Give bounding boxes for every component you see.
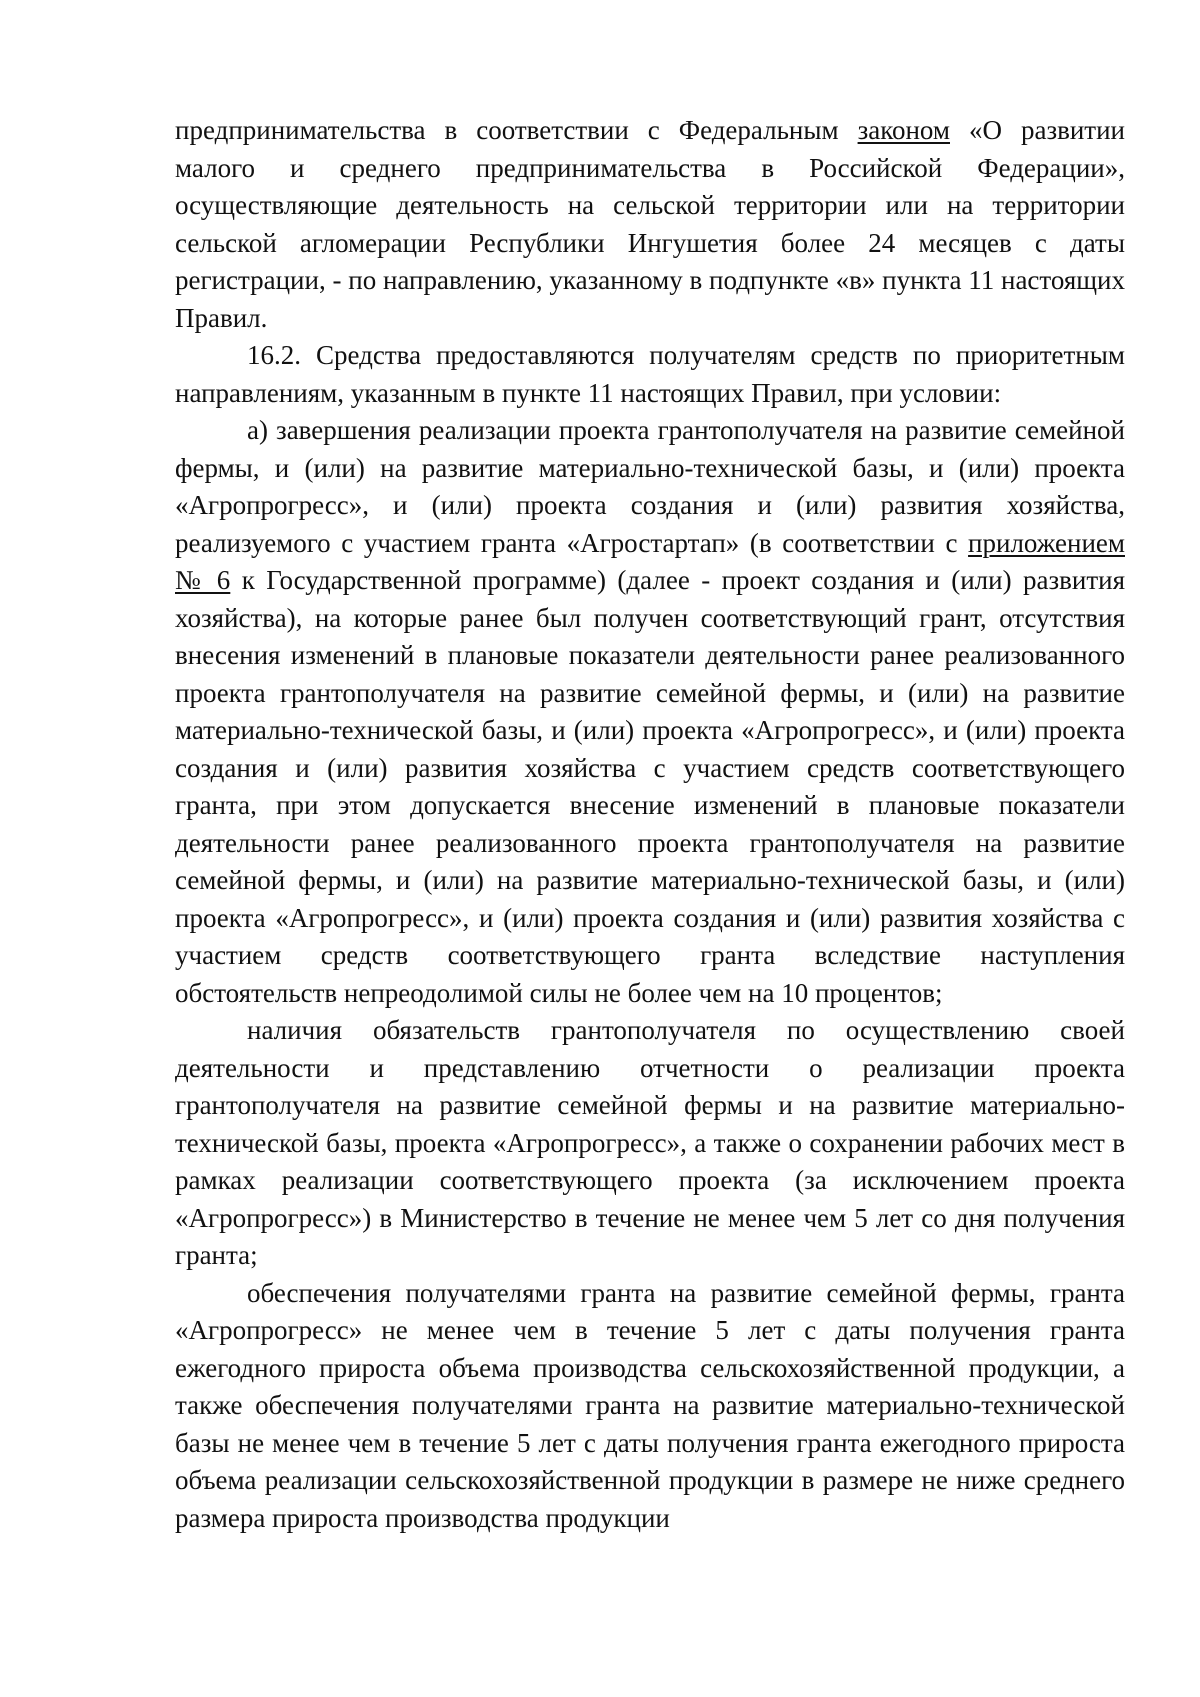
paragraph-16-2: 16.2. Средства предоставляются получателям средств по приоритетным направлениям, указанным в пункте 11 настоящих Правил, при условии: <box>175 340 1125 408</box>
paragraph-1-text-end: «О развитии малого и среднего предпринимательства в Российской Федерации», осуществляющие деятельность на сельской территории или на территории сельской агломерации Республики Ингушетия более 24 месяцев с даты регистрации, - по направлению, указанному в подпункте «в» пункта 11 настоящих Правил. <box>175 115 1125 333</box>
paragraph-1 <box>175 112 1125 337</box>
document-page <box>175 112 1125 1537</box>
paragraph-item-a <box>175 412 1125 1012</box>
paragraph-production-growth: обеспечения получателями гранта на развитие семейной фермы, гранта «Агропрогресс» не менее чем в течение 5 лет с даты получения гранта ежегодного прироста объема производства сельскохозяйственной продукции, а также обеспечения получателями гранта на развитие материально-технической базы не менее чем в течение 5 лет с даты получения гранта ежегодного прироста объема реализации сельскохозяйственной продукции в размере не ниже среднего размера прироста производства продукции <box>175 1277 1125 1533</box>
paragraph-1-text-start: предпринимательства в соответствии с Федеральным <box>175 115 858 145</box>
paragraph-item-a-text-start: а) завершения реализации проекта грантополучателя на развитие семейной фермы, и (или) на развитие материально-технической базы, и (или) проекта «Агропрогресс», и (или) проекта создания и (или) развития хозяйства, реализуемого с участием гранта «Агростартап» (в соответствии с <box>175 415 1125 558</box>
paragraph-item-a-text-end: к Государственной программе) (далее - проект создания и (или) развития хозяйства), на которые ранее был получен соответствующий грант, отсутствия внесения изменений в плановые показатели деятельности ранее реализованного проекта грантополучателя на развитие семейной фермы, и (или) на развитие материально-технической базы, и (или) проекта «Агропрогресс», и (или) проекта создания и (или) развития хозяйства с участием средств соответствующего гранта, при этом допускается внесение изменений в плановые показатели деятельности ранее реализованного проекта грантополучателя на развитие семейной фермы, и (или) на развитие материально-технической базы, и (или) проекта «Агропрогресс», и (или) проекта создания и (или) развития хозяйства с участием средств соответствующего гранта вследствие наступления обстоятельств непреодолимой силы не более чем на 10 процентов; <box>175 565 1126 1008</box>
federal-law-link[interactable]: законом <box>857 115 950 145</box>
paragraph-obligations: наличия обязательств грантополучателя по осуществлению своей деятельности и представлению отчетности о реализации проекта грантополучателя на развитие семейной фермы и на развитие материально-технической базы, проекта «Агропрогресс», а также о сохранении рабочих мест в рамках реализации соответствующего проекта (за исключением проекта «Агропрогресс») в Министерство в течение не менее чем 5 лет со дня получения гранта; <box>175 1015 1125 1270</box>
appendix-6-link[interactable]: приложением № 6 <box>175 527 1125 595</box>
